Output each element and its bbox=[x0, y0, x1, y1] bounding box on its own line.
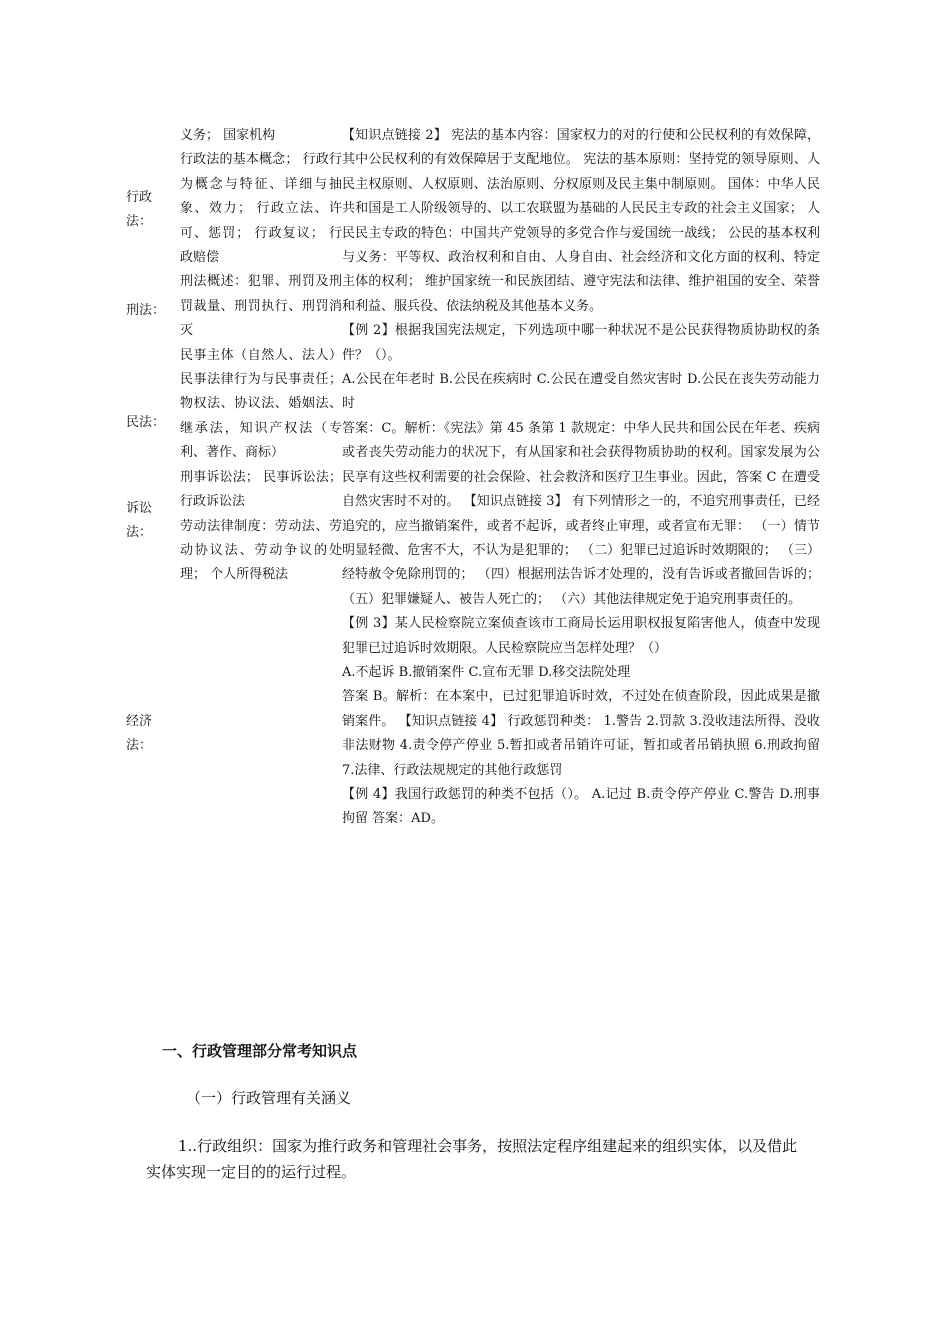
label-administrative-law bbox=[126, 186, 170, 235]
example-options: A.不起诉 B.撤销案件 C.宣布无罪 D.移交法院处理 bbox=[342, 664, 631, 680]
example-options: A.公民在年老时 B.公民在疾病时 C.公民在遭受自然灾害时 D.公民在丧失劳动能力时 bbox=[342, 372, 820, 412]
notes-column bbox=[342, 124, 820, 832]
label-economic-law bbox=[126, 710, 170, 759]
example-question: 【例 2】根据我国宪法规定，下列选项中哪一种状况不是公民获得物质协助权的条件？（）。 bbox=[342, 323, 820, 363]
example-question: 【例 4】我国行政惩罚的种类不包括（）。 A.记过 B.责令停产停业 C.警告 D.刑事拘留 答案：AD。 bbox=[342, 786, 820, 827]
topic-paragraph: 刑事诉讼法； 民事诉讼法； 行政诉讼法 bbox=[180, 469, 342, 510]
topic-paragraph: 行政法的基本概念； 行政行为概念与特征、详细与抽象、效力； 行政立法、许可、惩罚； 行政复议； 行政赔偿 bbox=[180, 152, 342, 266]
answer-paragraph: 答案：C。解析：《宪法》第 45 条第 1 款规定：中华人民共和国公民在年老、疾病或者丧失劳动能力的状况下，有从国家和社会获得物质协助的权利。国家发展为公民享有这些权利需要的社会保险、社会救济和医疗卫生事业。因此，答案 C 在遭受自然灾害时不对的。 【知识点链接 3】 有下列情形之一的，不追究刑事责任，已经追究的，应当撤销案件，或者不起诉，或者终止审理，或者宣布无罪： （一）情节明显轻微、危害不大，不认为是犯罪的； （二）犯罪已过追诉时效期限的； （三）经特赦令免除刑罚的； （四）根据刑法告诉才处理的，没有告诉或者撤回告诉的； （五）犯罪嫌疑人、被告人死亡的； （六）其他法律规定免于追究刑事责任的。 bbox=[342, 420, 820, 607]
section-paragraph: 1..行政组织：国家为推行政务和管理社会事务，按照法定程序组建起来的组织实体，以及借此实体实现一定目的的运行过程。 bbox=[146, 1137, 798, 1181]
label-text: 民法： bbox=[126, 415, 166, 430]
label-civil-law bbox=[126, 411, 170, 435]
knowledge-link-paragraph: 【知识点链接 2】 宪法的基本内容：国家权力的对的行使和公民权利的有效保障，其中公民权利的有效保障居于支配地位。 宪法的基本原则：坚持党的领导原则、人民主权原则、人权原则、法治原则、分权原则及民主集中制原则。 国体：中华人民共和国是工人阶级领导的、以工农联盟为基础的人民民主专政的社会主义国家； 人民民主专政的特色：中国共产党领导的多党合作与爱国统一战线； 公民的基本权利与义务：平等权、政治权利和自由、人身自由、社会经济和文化方面的权利、特定主体的权利； 维护国家统一和民族团结、遵守宪法和法律、维护祖国的安全、荣誉和利益、服兵役、依法纳税及其他基本义务。 bbox=[342, 128, 820, 314]
topics-column bbox=[180, 124, 342, 588]
topic-paragraph: 义务； 国家机构 bbox=[180, 128, 276, 143]
label-text: 刑法： bbox=[126, 303, 166, 318]
topic-paragraph: 劳动法律制度：劳动法、劳动协议法、劳动争议的处理； 个人所得税法 bbox=[180, 518, 342, 583]
label-procedure-law bbox=[126, 497, 170, 546]
label-text: 经济 法： bbox=[126, 714, 153, 754]
topic-paragraph: 刑法概述：犯罪、刑罚及刑罚裁量、刑罚执行、刑罚消灭 bbox=[180, 274, 342, 339]
section-subheading: （一）行政管理有关涵义 bbox=[186, 1089, 352, 1107]
example-question: 【例 3】某人民检察院立案侦查该市工商局长运用职权报复陷害他人，侦查中发现犯罪已过追诉时效期限。人民检察院应当怎样处理？（） bbox=[342, 616, 820, 656]
label-text: 行政 法： bbox=[126, 190, 153, 230]
label-text: 诉讼 法： bbox=[126, 501, 153, 541]
topic-paragraph: 民事主体（自然人、法人） 民事法律行为与民事责任； 物权法、协议法、婚姻法、继承法，知识产权法（专利、著作、商标） bbox=[180, 347, 342, 461]
section-heading: 一、行政管理部分常考知识点 bbox=[162, 1042, 358, 1060]
label-criminal-law bbox=[126, 299, 170, 323]
answer-paragraph: 答案 B。解析：在本案中，已过犯罪追诉时效，不过处在侦查阶段，因此成果是撤销案件。 【知识点链接 4】 行政惩罚种类： 1.警告 2.罚款 3.没收违法所得、没收非法财物 4.责令停产停业 5.暂扣或者吊销许可证，暂扣或者吊销执照 6.刑政拘留 7.法律、行政法规规定的其他行政惩罚 bbox=[342, 689, 820, 778]
